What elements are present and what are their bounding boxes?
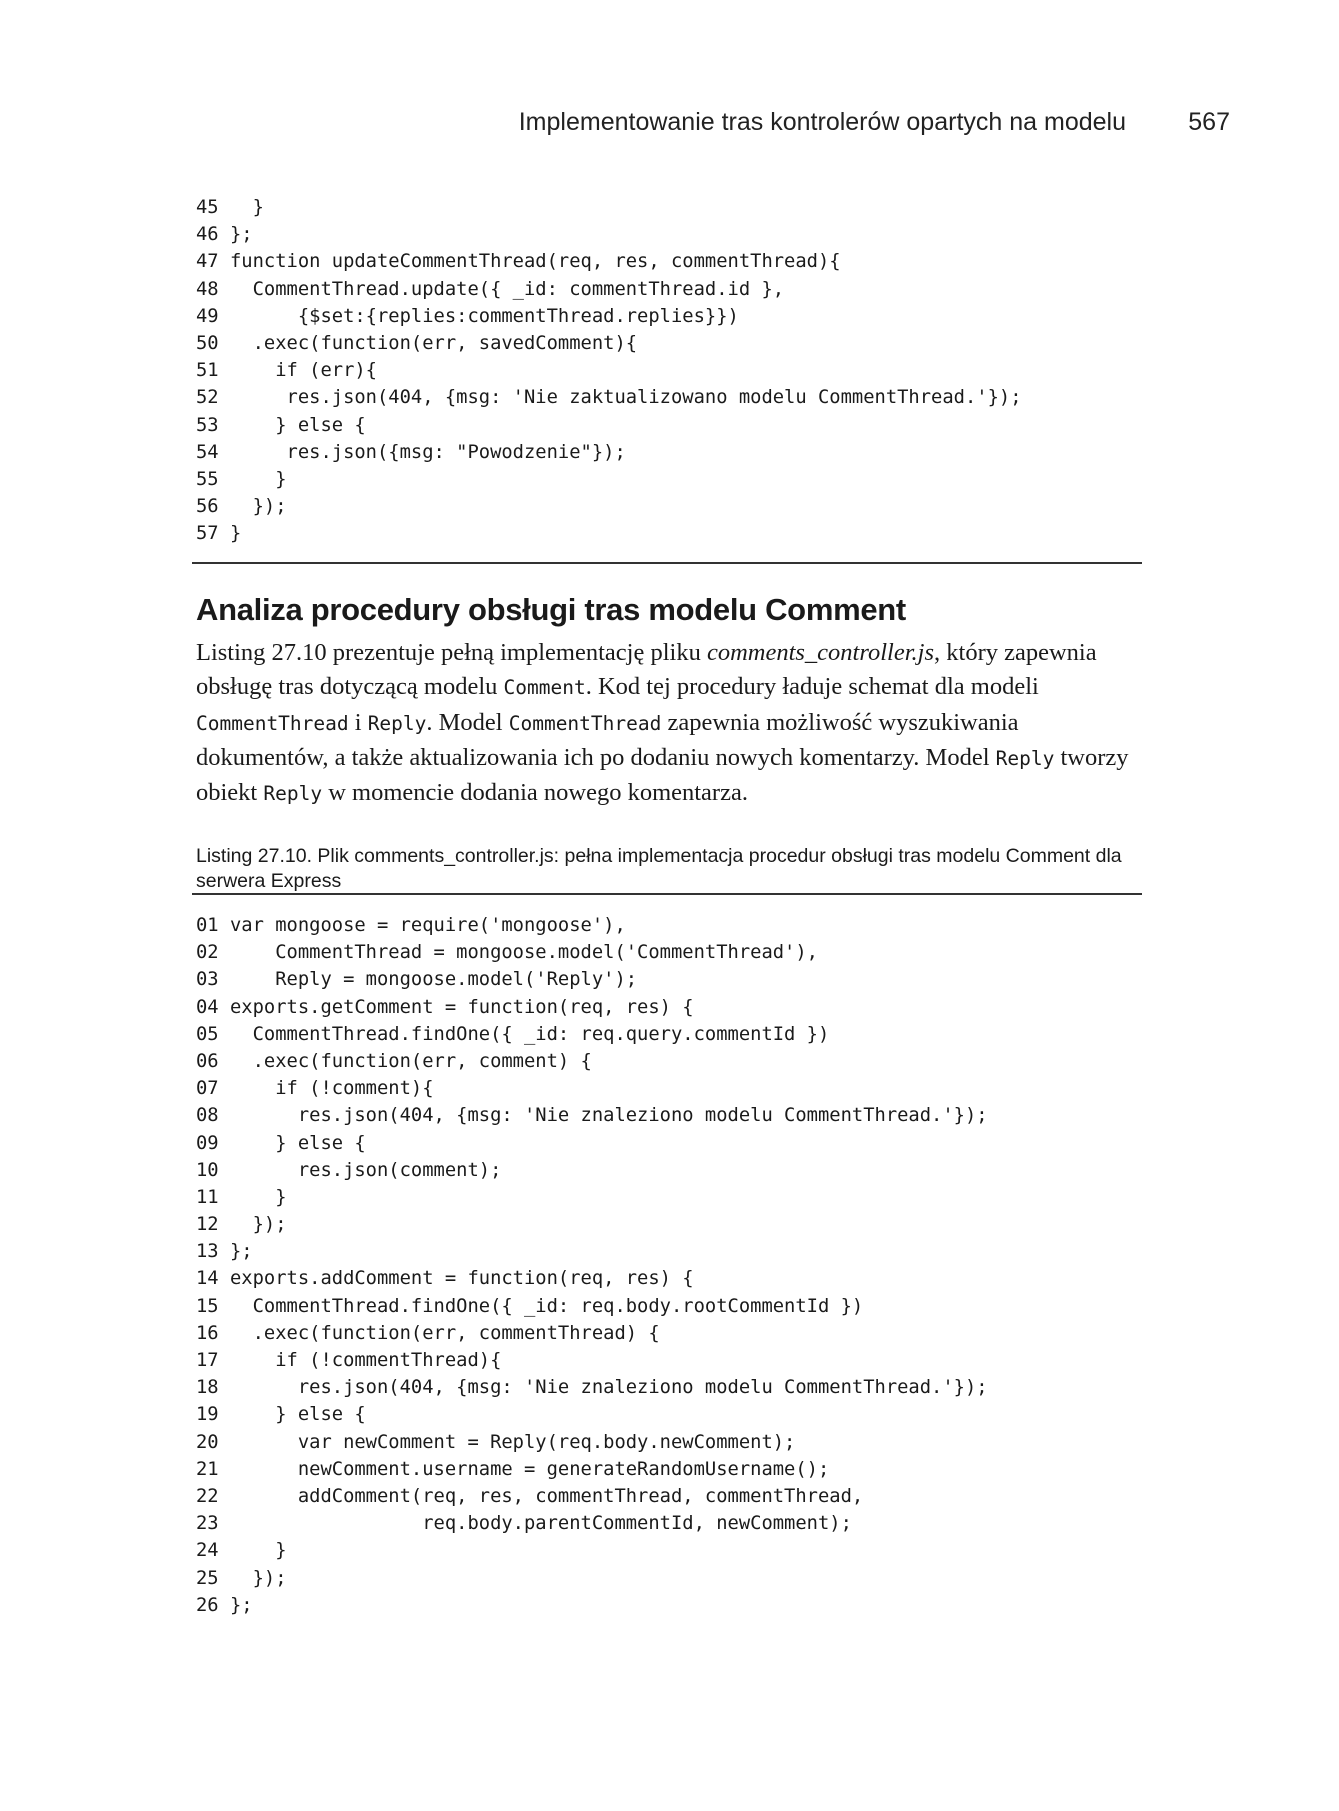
line-number: 13 — [196, 1241, 219, 1263]
code-line — [196, 1401, 988, 1428]
line-number: 25 — [196, 1567, 219, 1589]
code-line — [196, 1075, 988, 1102]
line-number: 14 — [196, 1268, 219, 1290]
code-line — [196, 276, 1022, 303]
inline-code: CommentThread — [196, 711, 349, 735]
paragraph-text: . Kod tej procedury ładuje schemat dla modeli — [585, 673, 1039, 701]
code-text: }; — [230, 1241, 253, 1263]
code-text: } — [230, 468, 287, 490]
code-line — [196, 966, 988, 993]
line-number: 09 — [196, 1132, 219, 1154]
code-line — [196, 1320, 988, 1347]
code-line — [196, 1483, 988, 1510]
line-number: 23 — [196, 1513, 219, 1535]
code-text: }); — [230, 1567, 287, 1589]
code-text: .exec(function(err, comment) { — [230, 1050, 592, 1072]
code-text: res.json(404, {msg: 'Nie zaktualizowano modelu CommentThread.'}); — [230, 387, 1022, 409]
code-line — [196, 1293, 988, 1320]
line-number: 04 — [196, 996, 219, 1018]
code-line — [196, 1565, 988, 1592]
paragraph-text: , który zapewnia obsługę tras dotyczącą modelu — [196, 639, 1097, 701]
paragraph-text: w momencie dodania nowego komentarza. — [322, 779, 748, 807]
code-line — [196, 303, 1022, 330]
line-number: 49 — [196, 305, 219, 327]
code-text: newComment.username = generateRandomUsername(); — [230, 1458, 830, 1480]
code-text: } else { — [230, 414, 366, 436]
code-text: if (!comment){ — [230, 1078, 434, 1100]
code-text: }); — [230, 1214, 287, 1236]
code-line — [196, 1592, 988, 1619]
code-line — [196, 1456, 988, 1483]
code-line — [196, 194, 1022, 221]
inline-code: Comment — [503, 676, 586, 700]
paragraph-text: zapewnia możliwość wyszukiwania dokumentów, a także aktualizowania ich po dodaniu nowych komentarzy. Model — [196, 708, 1019, 771]
line-number: 26 — [196, 1594, 219, 1616]
section-heading: Analiza procedury obsługi tras modelu Comment — [196, 592, 906, 627]
line-number: 19 — [196, 1404, 219, 1426]
code-text: var mongoose = require('mongoose'), — [230, 915, 626, 936]
code-line — [196, 1429, 988, 1456]
line-number: 56 — [196, 496, 219, 518]
line-number: 53 — [196, 414, 219, 436]
code-line — [196, 493, 1022, 520]
line-number: 07 — [196, 1078, 219, 1100]
code-listing-continued — [196, 194, 1022, 547]
code-line — [196, 1374, 988, 1401]
code-text: exports.getComment = function(req, res) { — [230, 996, 694, 1018]
code-text: if (!commentThread){ — [230, 1350, 502, 1371]
code-line — [196, 1265, 988, 1292]
code-text: res.json(404, {msg: 'Nie znaleziono modelu CommentThread.'}); — [230, 1105, 988, 1127]
code-text: res.json({msg: "Powodzenie"}); — [230, 441, 626, 463]
line-number: 17 — [196, 1350, 219, 1371]
code-line — [196, 1048, 988, 1075]
line-number: 02 — [196, 942, 219, 964]
code-line — [196, 221, 1022, 248]
code-text: CommentThread.update({ _id: commentThread.id }, — [230, 278, 785, 300]
listing-caption: Listing 27.10. Plik comments_controller.js: pełna implementacja procedur obsługi tras modelu Comment dla serwera Express — [196, 845, 1122, 892]
line-number: 50 — [196, 332, 219, 354]
code-text: Reply = mongoose.model('Reply'); — [230, 969, 638, 991]
line-number: 03 — [196, 969, 219, 991]
line-number: 54 — [196, 441, 219, 463]
code-line — [196, 1510, 988, 1537]
code-line — [196, 248, 1022, 275]
line-number: 11 — [196, 1186, 219, 1208]
code-line — [196, 1211, 988, 1238]
body-paragraph — [196, 636, 1156, 811]
code-line — [196, 1021, 988, 1048]
code-line — [196, 1238, 988, 1265]
code-text: } else { — [230, 1132, 366, 1154]
code-text: }; — [230, 224, 253, 246]
paragraph-text: Listing 27.10 prezentuje pełną implementację pliku — [196, 639, 707, 666]
code-listing — [196, 912, 988, 1619]
code-text: CommentThread.findOne({ _id: req.query.commentId }) — [230, 1023, 830, 1045]
line-number: 15 — [196, 1295, 219, 1317]
code-line — [196, 939, 988, 966]
code-text: .exec(function(err, commentThread) { — [230, 1322, 660, 1344]
line-number: 46 — [196, 224, 219, 246]
inline-code: CommentThread — [508, 711, 662, 735]
paragraph-text: tworzy obiekt — [196, 743, 1129, 807]
code-line — [196, 520, 1022, 547]
page-number: 567 — [1188, 108, 1230, 136]
code-text: } — [230, 197, 264, 218]
code-line — [196, 1184, 988, 1211]
line-number: 55 — [196, 468, 219, 490]
line-number: 57 — [196, 523, 219, 545]
code-line — [196, 330, 1022, 357]
running-head-title: Implementowanie tras kontrolerów opartych na modelu — [518, 108, 1126, 136]
line-number: 08 — [196, 1105, 219, 1127]
line-number: 20 — [196, 1431, 219, 1453]
listing-end-rule — [192, 562, 1142, 564]
code-text: req.body.parentCommentId, newComment); — [230, 1513, 852, 1535]
inline-code: Reply — [263, 782, 323, 806]
code-text: } — [230, 1540, 287, 1562]
code-text: }); — [230, 496, 287, 518]
code-text: } — [230, 1186, 287, 1208]
code-text: if (err){ — [230, 360, 377, 382]
inline-code: Reply — [367, 711, 427, 735]
line-number: 52 — [196, 387, 219, 409]
code-line — [196, 994, 988, 1021]
line-number: 10 — [196, 1159, 219, 1181]
inline-code: Reply — [995, 746, 1055, 770]
code-line — [196, 1130, 988, 1157]
line-number: 22 — [196, 1485, 219, 1507]
code-line — [196, 1537, 988, 1564]
paragraph-text: i — [348, 708, 368, 736]
line-number: 16 — [196, 1322, 219, 1344]
listing-caption-rule — [192, 893, 1142, 895]
code-text: CommentThread = mongoose.model('CommentThread'), — [230, 942, 818, 964]
code-line — [196, 1157, 988, 1184]
code-text: } else { — [230, 1404, 366, 1426]
code-line — [196, 912, 988, 939]
line-number: 01 — [196, 915, 219, 936]
line-number: 48 — [196, 278, 219, 300]
code-text: var newComment = Reply(req.body.newComment); — [230, 1431, 796, 1453]
paragraph-text: . Model — [426, 708, 509, 736]
code-line — [196, 384, 1022, 411]
file-name: comments_controller.js — [706, 639, 935, 666]
code-text: .exec(function(err, savedComment){ — [230, 332, 638, 354]
line-number: 45 — [196, 197, 219, 218]
line-number: 51 — [196, 360, 219, 382]
line-number: 18 — [196, 1377, 219, 1399]
code-text: {$set:{replies:commentThread.replies}}) — [230, 305, 739, 327]
code-text: CommentThread.findOne({ _id: req.body.rootCommentId }) — [230, 1295, 864, 1317]
code-text: }; — [230, 1594, 253, 1616]
line-number: 06 — [196, 1050, 219, 1072]
code-text: exports.addComment = function(req, res) { — [230, 1268, 694, 1290]
line-number: 12 — [196, 1214, 219, 1236]
line-number: 47 — [196, 251, 219, 273]
code-line — [196, 357, 1022, 384]
code-line — [196, 466, 1022, 493]
line-number: 24 — [196, 1540, 219, 1562]
code-text: function updateCommentThread(req, res, commentThread){ — [230, 251, 841, 273]
running-head — [518, 108, 1230, 142]
code-line — [196, 1347, 988, 1374]
code-line — [196, 439, 1022, 466]
code-text: res.json(comment); — [230, 1159, 502, 1181]
line-number: 21 — [196, 1458, 219, 1480]
code-text: addComment(req, res, commentThread, commentThread, — [230, 1485, 864, 1507]
code-line — [196, 1102, 988, 1129]
code-text: } — [230, 523, 242, 545]
code-line — [196, 412, 1022, 439]
code-text: res.json(404, {msg: 'Nie znaleziono modelu CommentThread.'}); — [230, 1377, 988, 1399]
line-number: 05 — [196, 1023, 219, 1045]
